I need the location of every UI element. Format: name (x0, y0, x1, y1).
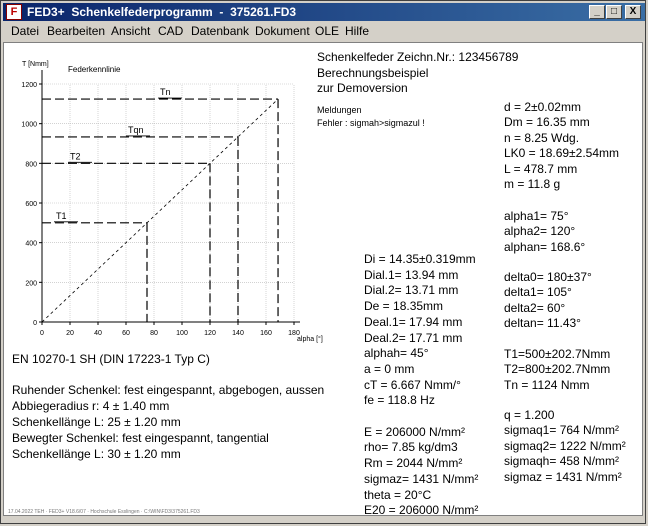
value-line: sigmaq2= 1222 N/mm² (504, 438, 626, 453)
y-tick-label: 400 (25, 240, 37, 248)
value-line: rho= 7.85 kg/dm3 (364, 440, 458, 455)
value-line: theta = 20°C (364, 487, 432, 502)
value-line: Dial.2= 13.71 mm (364, 283, 459, 298)
menu-hilfe[interactable]: Hilfe (345, 24, 370, 38)
value-line: sigmaz = 1431 N/mm² (504, 469, 622, 484)
value-line: LK0 = 18.69±2.54mm (504, 146, 619, 161)
value-line: T2=800±202.7Nmm (504, 362, 611, 377)
x-tick-label: 180 (288, 330, 300, 337)
error-message: Fehler : sigmah>sigmazul ! (317, 118, 425, 128)
value-line: Deal.1= 17.94 mm (364, 314, 463, 329)
footer-info: 17.04.2022 TEH · FED3+ V18.6/07 · Hochschule Esslingen · C:\WIN\FD3\375261.FD3 (8, 509, 200, 515)
chart-title: Federkennlinie (68, 65, 121, 74)
value-line: n = 8.25 Wdg. (504, 130, 580, 145)
header-example: Berechnungsbeispiel (317, 66, 429, 80)
menu-dokument[interactable]: Dokument (255, 24, 310, 38)
close-button[interactable]: X (625, 5, 641, 19)
x-tick-label: 0 (40, 330, 44, 337)
value-line: alpha2= 120° (504, 224, 576, 239)
app-icon[interactable]: F (6, 4, 22, 20)
value-line: Di = 14.35±0.319mm (364, 252, 476, 266)
value-line: d = 2±0.02mm (504, 100, 581, 114)
marker-label-t1: T1 (56, 210, 67, 221)
value-line: a = 0 mm (364, 361, 415, 376)
marker-label-tqn: Tqn (128, 124, 144, 135)
title-bar[interactable] (3, 3, 645, 21)
spring-characteristic-chart (4, 43, 324, 348)
menu-datei[interactable]: Datei (11, 24, 40, 38)
leg-length-1-text: Schenkellänge L: 25 ± 1.20 mm (12, 415, 181, 429)
value-line: Tn = 1124 Nmm (504, 377, 590, 392)
value-line: Deal.2= 17.71 mm (364, 330, 463, 345)
menu-ole[interactable]: OLE (315, 24, 340, 38)
x-tick-label: 160 (260, 330, 272, 337)
menu-datenbank[interactable]: Datenbank (191, 24, 250, 38)
header-demo: zur Demoversion (317, 81, 408, 95)
value-line: L = 478.7 mm (504, 161, 578, 176)
spring-header: Schenkelfeder Zeichn.Nr.: 123456789 (317, 50, 519, 64)
menu-bar (3, 22, 645, 41)
fixed-leg-text: Ruhender Schenkel: fest eingespannt, abgebogen, aussen (12, 383, 325, 397)
y-tick-label: 600 (25, 201, 37, 208)
value-line: alpha1= 75° (504, 209, 569, 223)
chart-ylabel: T [Nmm] (22, 61, 49, 68)
value-line: E = 206000 N/mm² (364, 424, 466, 439)
document-view[interactable] (3, 42, 643, 516)
value-line: delta0= 180±37° (504, 270, 592, 284)
marker-label-tn: Tn (160, 87, 171, 98)
characteristic-line (42, 99, 278, 322)
value-line: delta2= 60° (504, 300, 566, 315)
value-line: Dm = 16.35 mm (504, 115, 590, 130)
value-line: fe = 118.8 Hz (364, 393, 435, 408)
y-tick-label: 1000 (21, 121, 37, 129)
value-line: m = 11.8 g (504, 177, 561, 191)
x-tick-label: 20 (66, 330, 74, 337)
value-line: Rm = 2044 N/mm² (364, 456, 463, 471)
bend-radius-text: Abbiegeradius r: 4 ± 1.40 mm (12, 399, 170, 413)
y-tick-label: 0 (33, 320, 37, 327)
chart-xlabel: alpha [°] (297, 336, 323, 343)
x-tick-label: 80 (150, 330, 158, 337)
value-line: De = 18.35mm (364, 299, 444, 314)
value-line: delta1= 105° (504, 285, 572, 300)
menu-cad[interactable]: CAD (158, 24, 184, 38)
y-tick-label: 200 (25, 280, 37, 288)
value-line: T1=500±202.7Nmm (504, 347, 611, 361)
moving-leg-text: Bewegter Schenkel: fest eingespannt, tangential (12, 431, 269, 445)
y-tick-label: 1200 (21, 82, 37, 89)
value-line: sigmaqh= 458 N/mm² (504, 454, 620, 469)
window-title: FED3+ Schenkelfederprogramm - 375261.FD3 (27, 5, 297, 19)
x-tick-label: 120 (204, 330, 216, 337)
value-line: cT = 6.667 Nmm/° (364, 377, 461, 392)
messages-title: Meldungen (317, 105, 362, 115)
material-standard: EN 10270-1 SH (DIN 17223-1 Typ C) (12, 352, 210, 366)
value-line: Dial.1= 13.94 mm (364, 267, 459, 282)
value-line: sigmaz= 1431 N/mm² (364, 471, 479, 486)
menu-bearbeiten[interactable]: Bearbeiten (47, 24, 106, 38)
menu-ansicht[interactable]: Ansicht (111, 24, 151, 38)
value-line: sigmaq1= 764 N/mm² (504, 423, 620, 438)
value-line: q = 1.200 (504, 408, 555, 422)
marker-label-t2: T2 (70, 151, 81, 162)
value-line: deltan= 11.43° (504, 316, 581, 331)
y-tick-label: 800 (25, 161, 37, 169)
x-tick-label: 140 (232, 330, 244, 337)
minimize-button[interactable]: _ (589, 5, 605, 19)
value-line: alphah= 45° (364, 346, 429, 361)
maximize-button[interactable]: □ (606, 5, 622, 19)
x-tick-label: 100 (176, 330, 188, 337)
value-line: E20 = 206000 N/mm² (364, 503, 479, 516)
value-line: alphan= 168.6° (504, 239, 586, 254)
x-tick-label: 40 (94, 330, 102, 337)
x-tick-label: 60 (122, 330, 130, 337)
leg-length-2-text: Schenkellänge L: 30 ± 1.20 mm (12, 447, 181, 461)
